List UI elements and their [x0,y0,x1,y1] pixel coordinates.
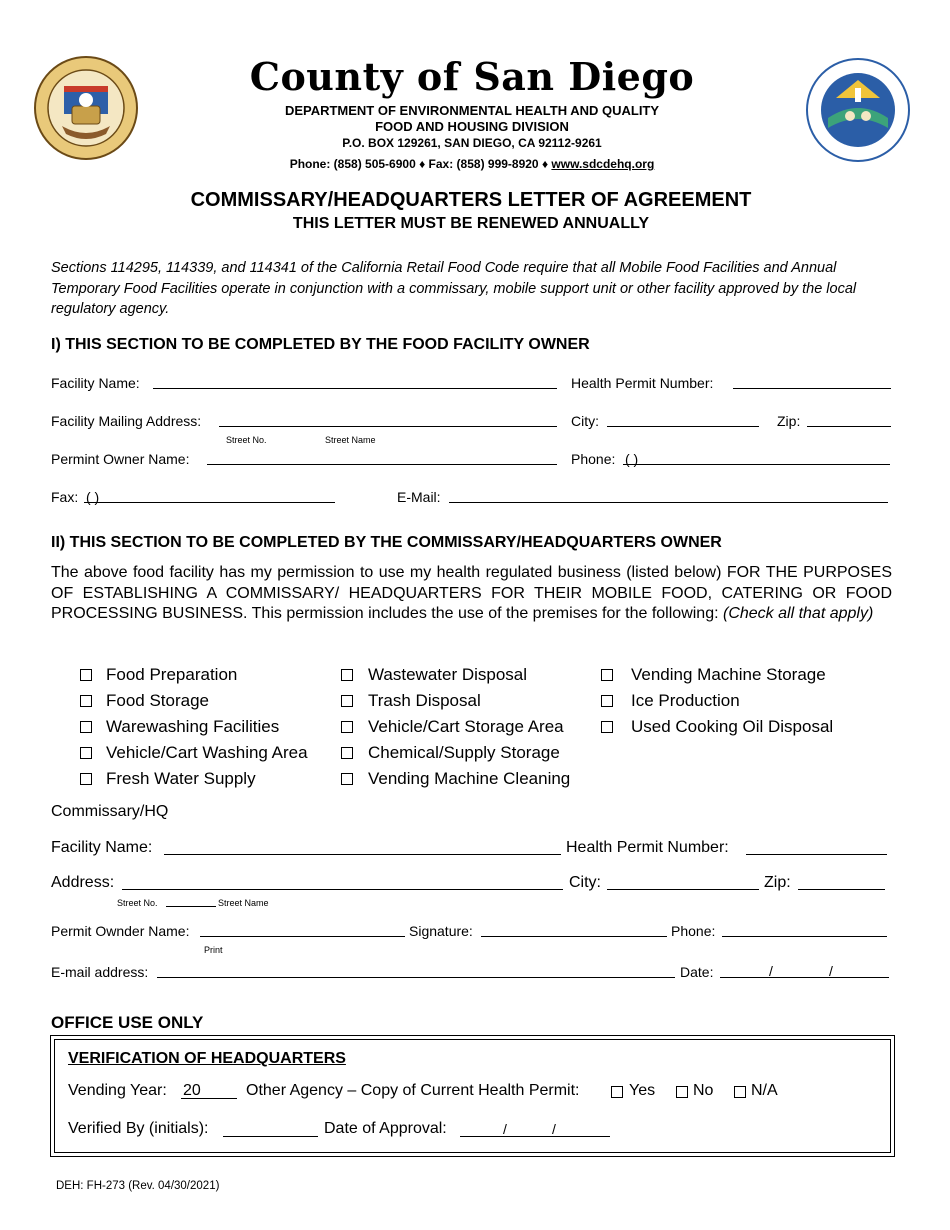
zip-label: Zip: [777,413,801,429]
checkbox-vending-cleaning[interactable] [341,773,353,785]
fax-label: Fax: [51,489,79,505]
health-permit-field[interactable] [733,388,891,389]
checkbox-ice-production[interactable] [601,695,613,707]
facility-name-label: Facility Name: [51,375,140,391]
city-label: City: [571,413,599,429]
checkbox-fresh-water[interactable] [80,773,92,785]
hq-city-label: City: [569,874,601,891]
website-link[interactable]: www.sdcdehq.org [551,157,655,171]
hq-phone-label: Phone: [671,923,716,939]
hq-health-permit-field[interactable] [746,854,887,855]
checkbox-cart-washing[interactable] [80,747,92,759]
hq-signature-field[interactable] [481,936,667,937]
option-trash: Trash Disposal [368,691,481,710]
fax-field[interactable] [84,502,335,503]
hq-address-field[interactable] [122,889,563,890]
checkbox-cart-storage[interactable] [341,721,353,733]
checkbox-trash[interactable] [341,695,353,707]
option-vending-storage: Vending Machine Storage [631,665,826,684]
dept-name: DEPARTMENT OF ENVIRONMENTAL HEALTH AND QUALITY [284,103,660,118]
hq-owner-name-field[interactable] [200,936,405,937]
checkbox-vending-storage[interactable] [601,669,613,681]
commissary-label: Commissary/HQ [51,803,169,820]
hq-owner-name-label: Permit Ownder Name: [51,923,190,939]
checkbox-food-preparation[interactable] [80,669,92,681]
hq-health-permit-label: Health Permit Number: [566,839,729,856]
print-hint: Print [204,945,223,955]
hq-zip-label: Zip: [764,874,791,891]
option-vending-cleaning: Vending Machine Cleaning [368,769,571,788]
verification-title: VERIFICATION OF HEADQUARTERS [68,1050,346,1067]
hq-date-slash-2: / [829,963,833,979]
mailing-address-field[interactable] [219,426,557,427]
checkbox-cooking-oil[interactable] [601,721,613,733]
county-seal [32,56,140,160]
fax-area-code: ( ) [86,489,100,505]
option-chemical-storage: Chemical/Supply Storage [368,743,560,762]
section2-heading: II) THIS SECTION TO BE COMPLETED BY THE COMMISSARY/HEADQUARTERS OWNER [51,534,722,551]
doc-title: COMMISSARY/HEADQUARTERS LETTER OF AGREEMENT [190,189,752,211]
approval-slash-1: / [503,1121,507,1137]
hq-address-label: Address: [51,874,115,891]
hq-email-field[interactable] [157,977,675,978]
section2-paragraph [51,563,892,625]
na-label: N/A [751,1082,778,1099]
street-name-hint: Street Name [325,435,376,445]
hq-date-slash-1: / [769,963,773,979]
section2-paragraph-text: The above food facility has my permission to use my health regulated business (listed below) FOR THE PURPOSES OF ESTABLISHING A COMMISSARY/ HEADQUARTERS FOR THEIR MOBILE FOOD, CATERING OR FOOD PROCESSING BUSINESS. This permission includes the use of the premises for the following: [51,564,892,622]
checkbox-wastewater[interactable] [341,669,353,681]
option-ice-production: Ice Production [631,691,740,710]
option-wastewater: Wastewater Disposal [368,665,528,684]
contact-line [200,157,744,171]
verified-by-field[interactable] [223,1136,318,1137]
dehq-seal [806,58,910,162]
vending-year-label: Vending Year: [68,1082,167,1099]
hq-facility-name-label: Facility Name: [51,839,153,856]
na-checkbox[interactable] [734,1086,746,1098]
phone-field[interactable] [623,464,890,465]
option-cart-storage: Vehicle/Cart Storage Area [368,717,564,736]
approval-date-label: Date of Approval: [324,1120,447,1137]
hq-phone-field[interactable] [722,936,887,937]
form-number: DEH: FH-273 (Rev. 04/30/2021) [56,1180,220,1192]
health-permit-label: Health Permit Number: [571,375,714,391]
option-cooking-oil: Used Cooking Oil Disposal [631,717,834,736]
approval-slash-2: / [552,1121,556,1137]
intro-paragraph: Sections 114295, 114339, and 114341 of the California Retail Food Code require that all Mobile Food Facilities and Annual Temporary Food Facilities operate in conjunction with a commissary, mobile support unit or other facility approved by the local regulatory agency. [51,260,857,317]
hq-city-field[interactable] [607,889,759,890]
option-food-storage: Food Storage [106,691,210,710]
hq-signature-label: Signature: [409,923,473,939]
section1-heading: I) THIS SECTION TO BE COMPLETED BY THE FOOD FACILITY OWNER [51,336,590,353]
hq-date-field[interactable] [720,977,889,978]
email-label: E-Mail: [397,489,441,505]
hq-zip-field[interactable] [798,889,885,890]
option-fresh-water: Fresh Water Supply [106,769,256,788]
division-name: FOOD AND HOUSING DIVISION [375,119,569,134]
hq-street-name-hint: Street Name [218,898,269,908]
option-food-preparation: Food Preparation [106,665,238,684]
street-no-hint: Street No. [226,435,267,445]
checkbox-warewashing[interactable] [80,721,92,733]
phone-label: Phone: [571,451,616,467]
hq-date-label: Date: [680,964,714,980]
approval-date-field[interactable] [460,1136,610,1137]
owner-name-field[interactable] [207,464,557,465]
vending-year-prefix: 20 [183,1082,201,1099]
hq-facility-name-field[interactable] [164,854,561,855]
hq-email-label: E-mail address: [51,964,149,980]
city-field[interactable] [607,426,759,427]
no-label: No [693,1082,714,1099]
option-warewashing: Warewashing Facilities [106,717,280,736]
yes-checkbox[interactable] [611,1086,623,1098]
owner-name-label: Permint Owner Name: [51,451,190,467]
yes-label: Yes [629,1082,656,1099]
hq-street-divider [166,906,216,907]
office-use-heading: OFFICE USE ONLY [51,1013,204,1032]
other-agency-label: Other Agency – Copy of Current Health Permit: [246,1082,580,1099]
no-checkbox[interactable] [676,1086,688,1098]
phone-fax-text: Phone: (858) 505-6900 ♦ Fax: (858) 999-8920 ♦ [289,157,552,171]
checkbox-food-storage[interactable] [80,695,92,707]
check-all-note: (Check all that apply) [723,605,874,622]
zip-field[interactable] [807,426,891,427]
mailing-address-label: Facility Mailing Address: [51,413,202,429]
facility-name-field[interactable] [153,388,557,389]
email-field[interactable] [449,502,888,503]
option-cart-washing: Vehicle/Cart Washing Area [106,743,308,762]
county-title: County of San Diego [249,54,695,99]
mailing-address: P.O. BOX 129261, SAN DIEGO, CA 92112-9261 [342,136,602,150]
hq-street-no-hint: Street No. [117,898,158,908]
verified-by-label: Verified By (initials): [68,1120,209,1137]
doc-subtitle: THIS LETTER MUST BE RENEWED ANNUALLY [292,215,650,232]
phone-area-code: ( ) [625,451,639,467]
checkbox-chemical-storage[interactable] [341,747,353,759]
